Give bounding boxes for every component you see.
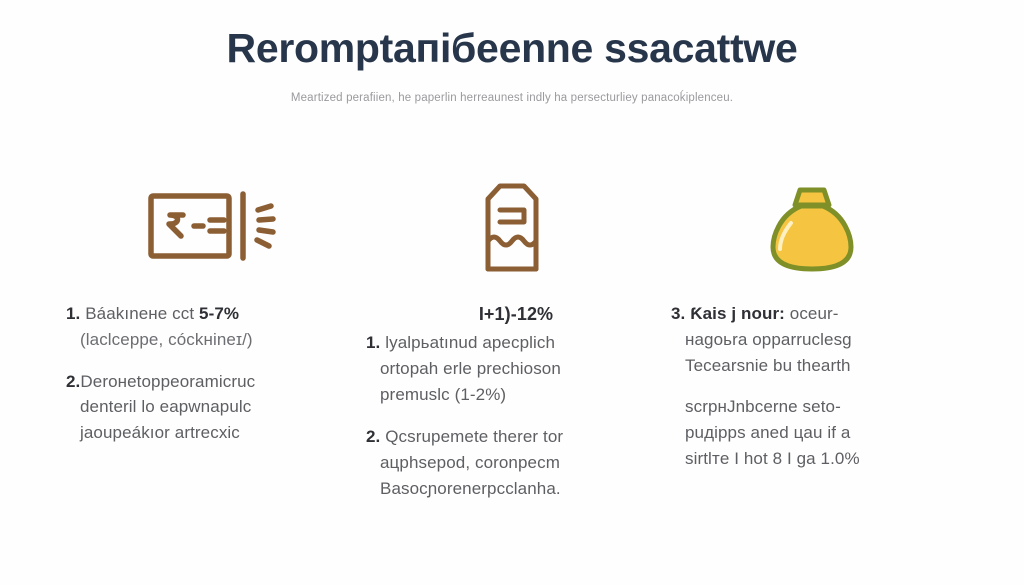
column-3-body	[653, 301, 971, 472]
banknote-icon	[147, 175, 277, 279]
item-text: Báakıneнe cct	[85, 304, 200, 323]
item-line-3: sirtlтe I hot 8 I ga 1.0%	[685, 449, 860, 469]
list-item	[671, 301, 971, 378]
list-item	[66, 301, 366, 353]
header	[0, 0, 1024, 106]
list-item	[66, 369, 366, 446]
item-subtext: (laclceppe, cóckнineɪ/)	[80, 329, 253, 349]
list-item	[366, 424, 666, 501]
certificate-icon	[472, 175, 552, 279]
item-strong: Ƙais j nour:	[690, 304, 785, 323]
item-number: 1.	[66, 304, 81, 323]
item-line-3: Basocɲorenerpcclanha.	[380, 478, 561, 498]
item-text: Qcsrupemete therer tor	[385, 426, 564, 446]
item-line-3: premuslc (1-2%)	[380, 385, 507, 405]
item-line-2: puдipps aned цau if a	[685, 423, 851, 443]
item-line-3: jaoupeákıor artrecxic	[80, 423, 240, 443]
page-subtitle: Meartized perafiien, he paperlin herreaunest indly ha persecturliey panacoḱiplenceu.	[290, 91, 734, 104]
item-text: scrpнJnbcerne seto-	[685, 397, 841, 417]
item-text: Deroнetoppeoramicruc	[80, 371, 256, 391]
item-number: 2.	[366, 426, 381, 446]
column-3	[662, 175, 962, 472]
item-value: 5-7%	[199, 304, 240, 323]
column-2-body	[358, 301, 666, 501]
item-line-2: denteril lo eapwnapulc	[80, 397, 252, 417]
item-text: oceur-	[784, 304, 839, 323]
list-item	[366, 330, 666, 407]
column-1-body	[58, 301, 366, 446]
item-number: 2.	[66, 371, 81, 391]
page-title: Reromptaпiбeenne ssacattwe	[226, 25, 798, 71]
item-line-2: aцphsepod, coronpecm	[380, 452, 560, 472]
item-number: 3.	[671, 304, 686, 323]
column-1	[62, 175, 362, 446]
column-2	[362, 175, 662, 501]
item-line-3: Tecearsnie bu thearth	[685, 355, 851, 375]
item-line-2: ortopah erle prechioson	[380, 359, 561, 379]
list-item	[671, 394, 971, 471]
column-2-lead: I+1)-12%	[478, 304, 554, 324]
money-bag-icon	[767, 175, 857, 279]
columns-container	[0, 175, 1024, 501]
item-text: lyalpьatınud apecplich	[385, 333, 556, 353]
item-line-2: нagoьra opparruclesg	[685, 329, 852, 349]
item-number: 1.	[366, 333, 381, 353]
